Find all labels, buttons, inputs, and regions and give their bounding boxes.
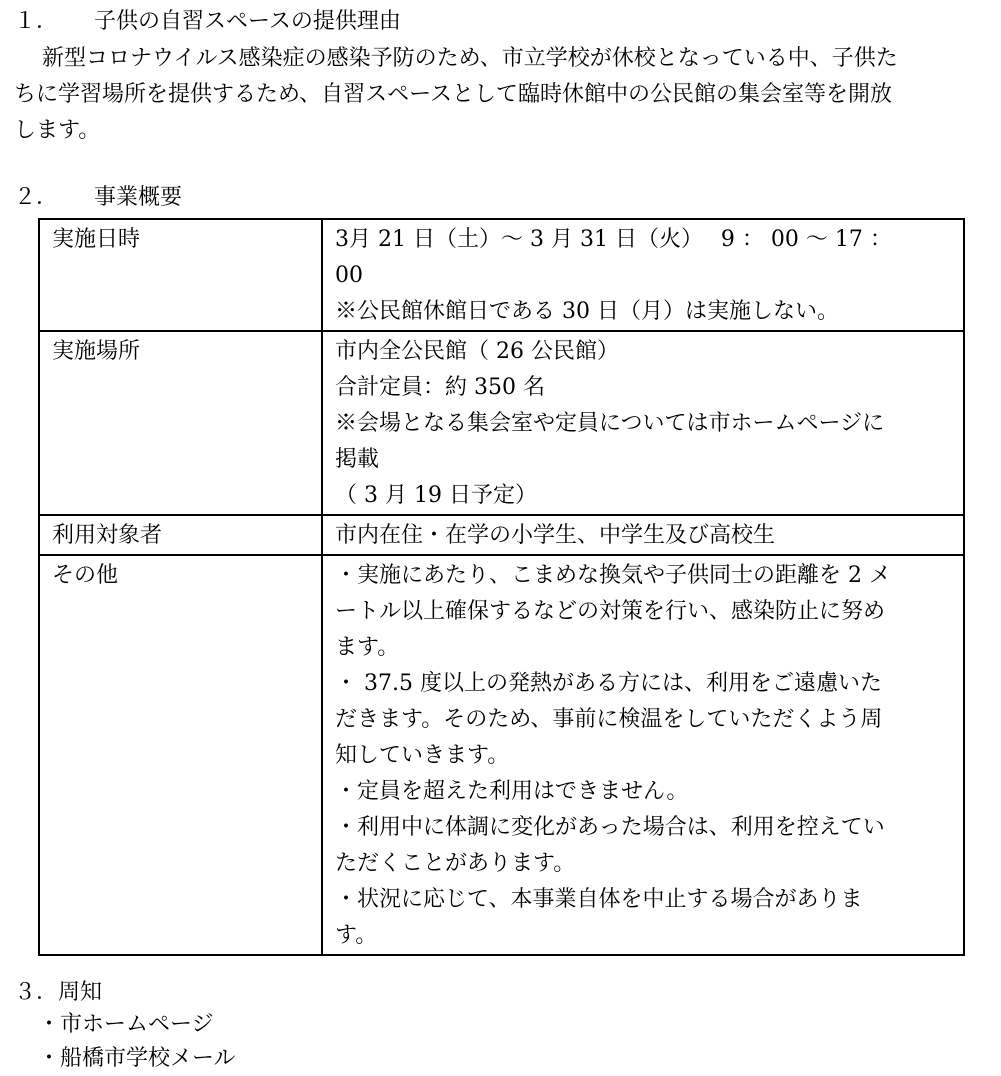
section-1-body [14, 41, 976, 149]
row-label: 利用対象者 [39, 515, 322, 555]
row-value-line: 掲載 [335, 447, 380, 472]
row-value-line: 市内在住・在学の小学生、中学生及び高校生 [335, 523, 776, 548]
section-1-number: １． [14, 9, 59, 34]
overview-table [38, 218, 965, 956]
row-value-line: だきます。そのため、事前に検温をしていただくよう周 [335, 707, 883, 732]
table-row [39, 219, 964, 331]
row-value-line: 3月 21 日（土）～ 3 月 31 日（火） 9 ： 00 ～ 17 ： [335, 227, 892, 252]
row-value-line: ・実施にあたり、こまめな換気や子供同士の距離を 2 メ [335, 563, 891, 588]
section-2-number: ２． [14, 185, 59, 210]
section-2-heading [14, 180, 182, 216]
row-label: 実施日時 [39, 219, 322, 331]
row-value-line: ・利用中に体調に変化があった場合は、利用を控えてい [335, 815, 885, 840]
row-value-line: ・状況に応じて、本事業自体を中止する場合がありま [335, 887, 863, 912]
section-1-title: 子供の自習スペースの提供理由 [94, 9, 401, 34]
notice-list [38, 1008, 236, 1076]
section-1-line: ちに学習場所を提供するため、自習スペースとして臨時休館中の公民館の集会室等を開放 [14, 82, 893, 107]
section-3-number: ３． [14, 980, 59, 1005]
table-row [39, 555, 964, 955]
section-1-line: します。 [14, 118, 101, 143]
row-value-line: ・ 37.5 度以上の発熱がある方には、利用をご遠慮いた [335, 671, 882, 696]
row-label: 実施場所 [39, 331, 322, 515]
row-value [322, 331, 964, 515]
section-1-line: 新型コロナウイルス感染症の感染予防のため、市立学校が休校となっている中、子供た [42, 46, 898, 71]
row-value-line: 00 [335, 263, 363, 288]
row-value [322, 219, 964, 331]
row-value-line: ・定員を超えた利用はできません。 [335, 779, 689, 804]
row-value-line: 合計定員：約 350 名 [335, 375, 545, 400]
section-2-title: 事業概要 [94, 185, 183, 210]
row-label: その他 [39, 555, 322, 955]
list-item: ・船橋市学校メール [38, 1046, 236, 1071]
row-value-line: ートル以上確保するなどの対策を行い、感染防止に努め [335, 599, 886, 624]
row-value-line: 市内全公民館（ 26 公民館） [335, 339, 619, 364]
row-value-line: ※公民館休館日である 30 日（月）は実施しない。 [335, 299, 839, 324]
section-3-heading [14, 975, 102, 1011]
row-value-line: す。 [335, 923, 378, 948]
table-row [39, 331, 964, 515]
row-value [322, 515, 964, 555]
row-value-line: ただくことがあります。 [335, 851, 576, 876]
row-value-line: ※会場となる集会室や定員については市ホームページに [335, 411, 885, 436]
row-value [322, 555, 964, 955]
list-item: ・市ホームページ [38, 1012, 214, 1037]
table-row [39, 515, 964, 555]
row-value-line: 知していきます。 [335, 743, 510, 768]
section-3-title: 周知 [58, 980, 103, 1005]
section-1-heading [14, 4, 401, 40]
row-value-line: （ 3 月 19 日予定） [335, 483, 537, 508]
row-value-line: ます。 [335, 635, 400, 660]
